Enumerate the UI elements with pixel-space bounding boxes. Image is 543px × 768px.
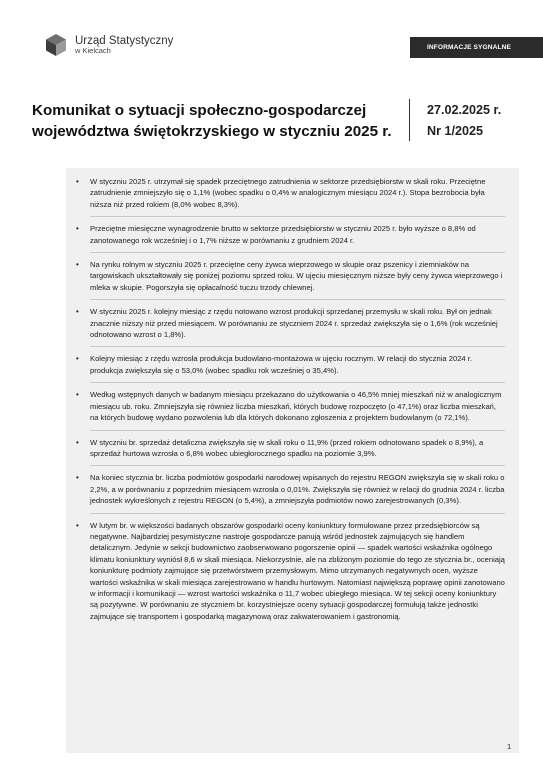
org-name	[75, 35, 173, 55]
document-meta	[427, 100, 501, 142]
summary-bullet-list	[66, 174, 519, 632]
bullet-text: W styczniu 2025 r. utrzymał się spadek przeciętnego zatrudnienia w sektorze przedsiębiorstw w skali roku. Przeciętne zatrudnienie zmniejszyło się o 1,1% (wobec spadku o 0,4% w analogicznym miesiącu 2024 r.). Stopa bezrobocia była niższa niż przed rokiem (8,0% wobec 8,3%).	[90, 177, 486, 209]
list-item	[76, 518, 505, 629]
bullet-text: W lutym br. w większości badanych obszarów gospodarki oceny koniunktury formułowane przez przedsiębiorców są negatywne. Najbardziej pesymistyczne nastroje gospodarcze panują wśród jednostek zajmujących się handlem detalicznym. Jedynie w sekcji budownictwo zaobserwowano pogorszenie opinii — spadek wartości wskaźnika ogólnego klimatu koniunktury wyniósł 8,6 w skali miesiąca. Niekorzystnie, ale na zbliżonym poziomie do tego ze stycznia br., oceniają koniunkturę podmioty zajmujące się przetwórstwem przemysłowym. Mimo utrzymanych negatywnych ocen, wyższe wartości wskaźnika w skali miesiąca zarejestrowano w handlu hurtowym. Natomiast największą poprawę opinii zanotowano w informacji i komunikacji — wzrost wartości wskaźnika o 11,7 wobec ubiegłego miesiąca. W tej sekcji oceny koniunktury są pozytywne. W porównaniu ze styczniem br. korzystniejsze oceny sytuacji gospodarczej formułują także jednostki zajmujące się transportem i gospodarką magazynową oraz zakwaterowaniem i gastronomią.	[90, 520, 505, 621]
publication-date: 27.02.2025 r.	[427, 103, 502, 117]
org-name-line2: w Kielcach	[75, 46, 111, 56]
document-title	[32, 100, 407, 142]
bullet-text: W styczniu br. sprzedaż detaliczna zwiększyła się w skali roku o 11,9% (przed rokiem odnotowano spadek o 8,9%), a sprzedaż hurtowa wzrosła o 6,8% wobec ubiegłorocznego spadku na poziomie 3,9%.	[90, 437, 484, 458]
bullet-text: Kolejny miesiąc z rzędu wzrosła produkcja budowlano-montażowa w ujęciu rocznym. W relacji do stycznia 2024 r. produkcja zwiększyła się o 53,0% (wobec spadku rok wcześniej o 35,4%).	[90, 354, 472, 375]
bullet-text: Przeciętne miesięczne wynagrodzenie brutto w sektorze przedsiębiorstw w styczniu 2025 r. było wyższe o 8,8% od zanotowanego rok wcześniej i o 1,7% niższe w porównaniu z grudniem 2024 r.	[90, 224, 476, 245]
list-item	[76, 221, 505, 253]
list-item	[76, 304, 505, 347]
bullet-icon: •	[76, 224, 79, 234]
bullet-text: Na koniec stycznia br. liczba podmiotów gospodarki narodowej wpisanych do rejestru REGON zwiększyła się w skali roku o 2,2%, a w porównaniu z poprzednim miesiącem wzrosła o 0,01%. Zwiększyła się również w relacji do grudnia 2024 r. liczba jednostek wykreślonych z rejestru REGON (o 5,4%), a zmniejszyła podmiotów nowo zarejestrowanych (0,3%).	[90, 473, 505, 506]
bullet-text: W styczniu 2025 r. kolejny miesiąc z rzędu notowano wzrost produkcji sprzedanej przemysłu w skali roku. Był on jednak znacznie niższy niż przed miesiącem. W porównaniu ze styczniem 2024 r. sprzedaż zwiększyła się o 1,6% (rok wcześniej odnotowano wzrost o 1,8%).	[90, 307, 498, 340]
bullet-icon: •	[76, 177, 79, 186]
bullet-icon: •	[76, 307, 79, 317]
title-line1: Komunikat o sytuacji społeczno-gospodarczej	[32, 102, 367, 119]
list-item	[76, 351, 505, 383]
bullet-icon: •	[76, 354, 79, 364]
logo	[44, 33, 173, 57]
list-item	[76, 470, 505, 513]
list-item	[76, 174, 505, 217]
bullet-icon: •	[76, 473, 79, 483]
publication-type-tag: INFORMACJE SYGNALNE	[410, 37, 543, 58]
bullet-text: Na rynku rolnym w styczniu 2025 r. przeciętne ceny żywca wieprzowego w skupie oraz pszenicy i ziemniaków na targowiskach ukształtowały się poniżej poziomu sprzed roku. W ujęciu miesięcznym niższe były ceny żywca wieprzowego i mleka w skupie. Pogorszyła się opłacalność tuczu trzody chlewnej.	[90, 260, 503, 292]
title-line2: województwa świętokrzyskiego w styczniu 2025 r.	[32, 123, 392, 140]
gus-logo-icon	[44, 33, 68, 57]
bullet-icon: •	[76, 260, 79, 270]
bullet-text: Według wstępnych danych w badanym miesiącu przekazano do użytkowania o 46,5% mniej mieszkań niż w analogicznym miesiącu ub. roku. Zmniejszyła się również liczba mieszkań, których budowę rozpoczęto (o 47,1%) oraz liczba mieszkań, na których budowę wydano pozwolenia lub dla których dokonano zgłoszenia z projektem budowlanym (o 72,1%).	[90, 390, 502, 423]
bullet-icon: •	[76, 390, 79, 400]
list-item	[76, 435, 505, 467]
list-item	[76, 387, 505, 430]
list-item	[76, 257, 505, 300]
bullet-icon: •	[76, 520, 79, 530]
title-divider	[409, 99, 410, 141]
page-number: 1	[507, 742, 512, 751]
bullet-icon: •	[76, 437, 79, 447]
org-name-line1: Urząd Statystyczny	[75, 35, 174, 48]
publication-number: Nr 1/2025	[427, 124, 484, 138]
